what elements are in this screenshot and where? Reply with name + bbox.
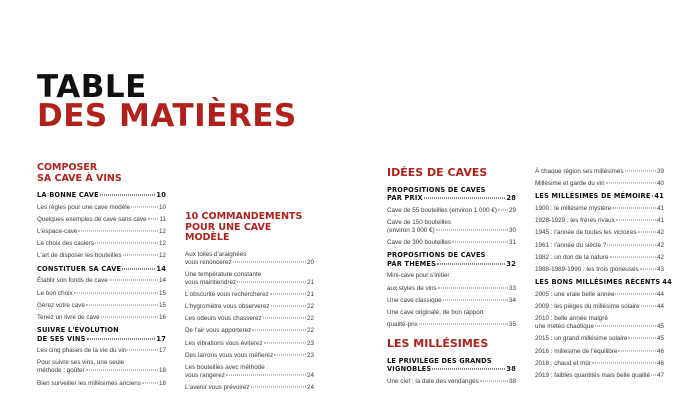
entry-label: 2018 : chaud et mûr (535, 359, 592, 367)
dot-leader (640, 269, 656, 270)
dot-leader (251, 387, 306, 388)
page-number: 14 (158, 277, 166, 285)
entry-label: L'art de disposer les bouteilles (37, 252, 122, 260)
page-number: 24 (306, 384, 314, 392)
page-number: 16 (158, 313, 166, 321)
dot-leader (74, 292, 158, 293)
toc-entry[interactable] (535, 303, 664, 311)
toc-entry[interactable] (37, 290, 166, 298)
entry-label: LES BONS MILLÉSIMES RÉCENTS (535, 278, 661, 287)
entry-label: LES MILLÉSIMES DE MÉMOIRE (535, 192, 651, 201)
toc-entry[interactable] (535, 254, 664, 262)
page-number: 23 (306, 339, 314, 347)
dot-leader (652, 196, 654, 197)
entry-label: Cave de 300 bouteilles (387, 239, 452, 247)
entry-label: qualité-prix (387, 321, 418, 329)
entry-label: Les vibrations vous éviterez (185, 339, 263, 347)
dot-leader (264, 342, 306, 343)
toc-column-1 (37, 163, 166, 392)
entry-label: Bien surveiller les millésimes anciens (37, 379, 141, 387)
entry-label: Des larrons vous vous méfierez (185, 351, 274, 359)
section-heading (185, 212, 314, 244)
page-number: 30 (508, 226, 516, 234)
section-heading (387, 339, 516, 350)
dot-leader (109, 280, 158, 281)
dot-leader (616, 220, 656, 221)
page-number: 35 (508, 321, 516, 329)
dot-leader (628, 338, 656, 339)
toc-entry[interactable] (535, 372, 664, 380)
dot-leader (127, 350, 158, 351)
toc-entry[interactable] (535, 348, 664, 356)
toc-entry[interactable] (535, 180, 664, 188)
page-number: 14 (156, 264, 166, 273)
entry-label: Cave de 150 bouteilles (387, 218, 452, 226)
entry-label: Les règles pour une cave modèle (37, 203, 131, 211)
toc-entry[interactable] (387, 321, 516, 329)
toc-entry[interactable] (37, 314, 166, 322)
entry-label: 1982 : un don de la nature (535, 253, 609, 261)
entry-label: Le bon choix (37, 289, 73, 297)
dot-leader (638, 232, 656, 233)
entry-label: 1900 : le millésime mystère (535, 205, 612, 213)
toc-entry[interactable] (37, 302, 166, 310)
toc-entry[interactable] (535, 315, 664, 331)
entry-label: Établir son fonds de cave (37, 277, 108, 285)
toc-entry[interactable] (535, 168, 664, 176)
section-heading-line: SA CAVE À VINS (37, 172, 122, 184)
toc-entry[interactable] (185, 251, 314, 267)
toc-entry[interactable] (387, 285, 516, 293)
page-number: 22 (306, 303, 314, 311)
toc-column-2 (185, 212, 314, 396)
toc-entry[interactable] (535, 242, 664, 250)
section-heading (387, 168, 516, 179)
page-number: 41 (656, 205, 664, 213)
dot-leader (263, 318, 306, 319)
dot-leader (437, 263, 505, 264)
dot-leader (270, 293, 306, 294)
page-number: 22 (306, 315, 314, 323)
entry-label: À chaque région ses millésimes (535, 168, 624, 175)
dot-leader (651, 375, 656, 376)
entry-label: 2010 : belle année malgré (535, 315, 608, 323)
page-number: 21 (306, 290, 314, 298)
toc-entry[interactable] (37, 252, 166, 260)
page-number: 46 (656, 359, 664, 367)
page-number: 18 (158, 367, 166, 375)
dot-leader (274, 354, 306, 355)
page-number: 15 (158, 289, 166, 297)
toc-entry[interactable] (535, 335, 664, 343)
page-number: 41 (656, 217, 664, 225)
dot-leader (419, 324, 508, 325)
page-number: 47 (656, 372, 664, 379)
section-heading-line: POUR UNE CAVE MODÈLE (185, 221, 272, 243)
page-number: 42 (656, 253, 664, 261)
page-title (37, 69, 297, 134)
entry-label: SUIVRE L'ÉVOLUTION (37, 326, 119, 335)
toc-chapter[interactable] (37, 265, 166, 274)
toc-entry[interactable] (387, 207, 516, 215)
page-number: 46 (656, 347, 664, 355)
entry-label: VIGNOBLES (387, 365, 432, 374)
entry-label: aux styles de vins (387, 284, 437, 292)
toc-entry[interactable] (387, 219, 516, 235)
entry-label: Les cinq phases de la vie du vin (37, 347, 127, 355)
dot-leader (86, 304, 158, 305)
toc-chapter[interactable] (535, 278, 672, 287)
section-heading-line: LES MILLÉSIMES (387, 337, 489, 351)
page-number: 42 (656, 229, 664, 237)
page-number: 21 (306, 278, 314, 286)
entry-label: Pour suivre ses vins, une seule (37, 359, 125, 367)
entry-label: L'espace-cave (37, 228, 78, 236)
toc-entry[interactable] (535, 291, 664, 299)
entry-label: 2016 : millésime de l'équilibre (535, 347, 618, 355)
dot-leader (480, 380, 508, 381)
dot-leader (438, 287, 508, 288)
toc-entry[interactable] (185, 384, 314, 392)
entry-label: LA BONNE CAVE (37, 191, 99, 199)
page-number: 45 (656, 323, 664, 331)
section-heading-line: IDÉES DE CAVES (387, 166, 488, 179)
toc-entry[interactable] (37, 240, 166, 248)
toc-entry[interactable] (387, 378, 516, 386)
toc-entry[interactable] (37, 347, 166, 355)
page-number: 12 (158, 240, 166, 248)
dot-leader (432, 369, 505, 370)
toc-chapter[interactable] (37, 326, 166, 343)
entry-label: Quelques exemples de cave sans cave (37, 215, 147, 223)
dot-leader (101, 316, 158, 317)
dot-leader (226, 375, 306, 376)
entry-label: Une cave originale, de bon rapport (387, 309, 484, 316)
entry-label: une météo chaotique (535, 323, 594, 331)
entry-label: LE PRIVILÈGE DES GRANDS (387, 356, 492, 365)
page-number: 20 (306, 258, 314, 266)
toc-entry[interactable] (37, 380, 166, 388)
entry-label: Une température constante (185, 270, 262, 278)
toc-entry[interactable] (535, 229, 664, 237)
toc-entry[interactable] (37, 277, 166, 285)
entry-label: vous renoncerez (185, 258, 232, 266)
entry-label: 2019 : faibles quantités mais belle qualité (535, 372, 651, 379)
entry-label: Gérez votre cave (37, 301, 85, 309)
page-number: 44 (662, 278, 672, 287)
page-number: 32 (506, 259, 516, 268)
entry-label: Les bouteilles avec méthode (185, 364, 265, 371)
entry-label: 1928-1929 : les frères rivaux (535, 217, 615, 225)
toc-chapter[interactable] (387, 186, 516, 203)
toc-entry[interactable] (387, 297, 516, 305)
toc-entry[interactable] (185, 303, 314, 311)
dot-leader (610, 256, 656, 257)
page-number: 17 (156, 334, 166, 343)
entry-label: Le choix des casiers (37, 240, 95, 248)
section-heading-line: COMPOSER (37, 162, 98, 173)
page-number: 44 (656, 303, 664, 311)
toc-column-4 (535, 168, 672, 384)
toc-entry[interactable] (185, 352, 314, 360)
toc-entry[interactable] (185, 271, 314, 287)
dot-leader (148, 218, 158, 219)
page-number: 34 (508, 296, 516, 304)
entry-label: 2009 : les pièges du millésime solaire (535, 303, 640, 311)
title-line-1: TABLE (37, 69, 147, 105)
page-number: 10 (156, 191, 166, 199)
entry-label: (environ 3 000 €) (387, 226, 435, 234)
page-number: 24 (306, 372, 314, 379)
page-number: 42 (656, 241, 664, 249)
dot-leader (607, 244, 656, 245)
page-number: 12 (158, 228, 166, 236)
dot-leader (131, 206, 158, 207)
page-number: 22 (306, 327, 314, 335)
toc-entry[interactable] (185, 315, 314, 323)
page-number: 45 (656, 335, 664, 343)
toc-chapter[interactable] (535, 192, 664, 201)
entry-label: vous rangerez (185, 372, 225, 379)
dot-leader (233, 261, 306, 262)
dot-leader (612, 208, 656, 209)
title-line-2: DES MATIÈRES (37, 98, 297, 134)
page-number: 41 (654, 192, 664, 201)
dot-leader (452, 242, 508, 243)
toc-entry[interactable] (535, 360, 664, 368)
dot-leader (443, 299, 508, 300)
entry-label: Une cave classique (387, 296, 442, 304)
entry-label: L'obscurité vous rechercherez (185, 290, 269, 298)
dot-leader (123, 255, 158, 256)
toc-entry[interactable] (387, 272, 516, 280)
entry-label: L'hygromètre vous observerez (185, 303, 270, 311)
page-number: 28 (506, 194, 516, 202)
dot-leader (86, 370, 158, 371)
dot-leader (271, 306, 306, 307)
page-number: 43 (656, 266, 664, 273)
section-heading-line: 10 COMMANDEMENTS (185, 211, 303, 222)
page-number: 12 (158, 252, 166, 260)
toc-entry[interactable] (387, 239, 516, 247)
entry-label: PAR THÈMES (387, 259, 437, 268)
entry-label: Les odeurs vous chasserez (185, 315, 262, 323)
dot-leader (618, 350, 656, 351)
toc-entry[interactable] (37, 216, 166, 224)
entry-label: 1945 : l'année de toutes les victoires (535, 229, 637, 237)
section-heading (37, 163, 166, 184)
entry-label: 2005 : une vraie belle année (535, 290, 615, 298)
toc-entry[interactable] (37, 228, 166, 236)
entry-label: PAR PRIX (387, 194, 423, 202)
entry-label: 1961 : l'année du siècle ? (535, 241, 607, 249)
page-number: 10 (158, 203, 166, 211)
dot-leader (78, 231, 158, 232)
entry-label: 2015 : un grand millésime solaire (535, 335, 628, 343)
toc-column-3 (387, 168, 516, 390)
dot-leader (595, 326, 656, 327)
dot-leader (606, 183, 656, 184)
toc-chapter[interactable] (387, 251, 516, 268)
toc-entry[interactable] (535, 205, 664, 213)
dot-leader (625, 171, 656, 172)
dot-leader (615, 293, 656, 294)
entry-label: vous maintiendrez (185, 278, 237, 286)
entry-label: CONSTITUER SA CAVE (37, 264, 122, 273)
entry-label: Aux toiles d'araignées (185, 250, 247, 258)
page-number: 44 (656, 290, 664, 298)
dot-leader (237, 281, 306, 282)
dot-leader (122, 268, 155, 269)
page-number: 38 (506, 365, 516, 374)
toc-entry[interactable] (37, 204, 166, 212)
dot-leader (100, 195, 156, 196)
dot-leader (87, 338, 156, 339)
toc-entry[interactable] (185, 291, 314, 299)
dot-leader (424, 198, 506, 199)
toc-entry[interactable] (387, 309, 516, 317)
entry-label: L'avenir vous prévoirez (185, 384, 250, 392)
entry-label: Une clef : la date des vendanges (387, 377, 479, 385)
toc-entry[interactable] (535, 266, 664, 274)
toc-entry[interactable] (535, 217, 664, 225)
dot-leader (436, 229, 508, 230)
page-number: 18 (158, 379, 166, 387)
dot-leader (498, 209, 508, 210)
page-number: 33 (508, 284, 516, 292)
dot-leader (142, 382, 158, 383)
entry-label: 1988-1989-1990 : les trois glorieuses (535, 266, 639, 273)
toc-entry[interactable] (185, 364, 314, 380)
entry-label: DE SES VINS (37, 334, 86, 343)
page-number: 15 (158, 301, 166, 309)
entry-label: méthode : goûter (37, 367, 85, 375)
entry-label: PROPOSITIONS DE CAVES (387, 251, 486, 260)
toc-entry[interactable] (37, 359, 166, 375)
entry-label: PROPOSITIONS DE CAVES (387, 185, 486, 194)
page-number: 17 (158, 347, 166, 355)
entry-label: Cave de 55 bouteilles (environ 1 000 €) (387, 206, 497, 214)
page-number: 11 (159, 215, 166, 223)
dot-leader (641, 306, 656, 307)
page-number: 23 (306, 351, 314, 359)
toc-entry[interactable] (185, 340, 314, 348)
entry-label: Mini-cave pour s'initier (387, 272, 450, 280)
page-number: 39 (656, 168, 664, 175)
dot-leader (95, 243, 158, 244)
entry-label: De l'air vous apporterez (185, 327, 252, 335)
toc-chapter[interactable] (387, 357, 516, 374)
page-number: 29 (508, 206, 516, 214)
entry-label: Tenez un livre de cave (37, 313, 100, 321)
entry-label: Millésime et garde du vin (535, 180, 605, 188)
toc-entry[interactable] (185, 327, 314, 335)
page-number: 31 (508, 239, 516, 247)
dot-leader (252, 330, 306, 331)
toc-chapter[interactable] (37, 191, 166, 200)
dot-leader (592, 362, 656, 363)
page-number: 38 (508, 377, 516, 385)
page-number: 40 (656, 180, 664, 188)
